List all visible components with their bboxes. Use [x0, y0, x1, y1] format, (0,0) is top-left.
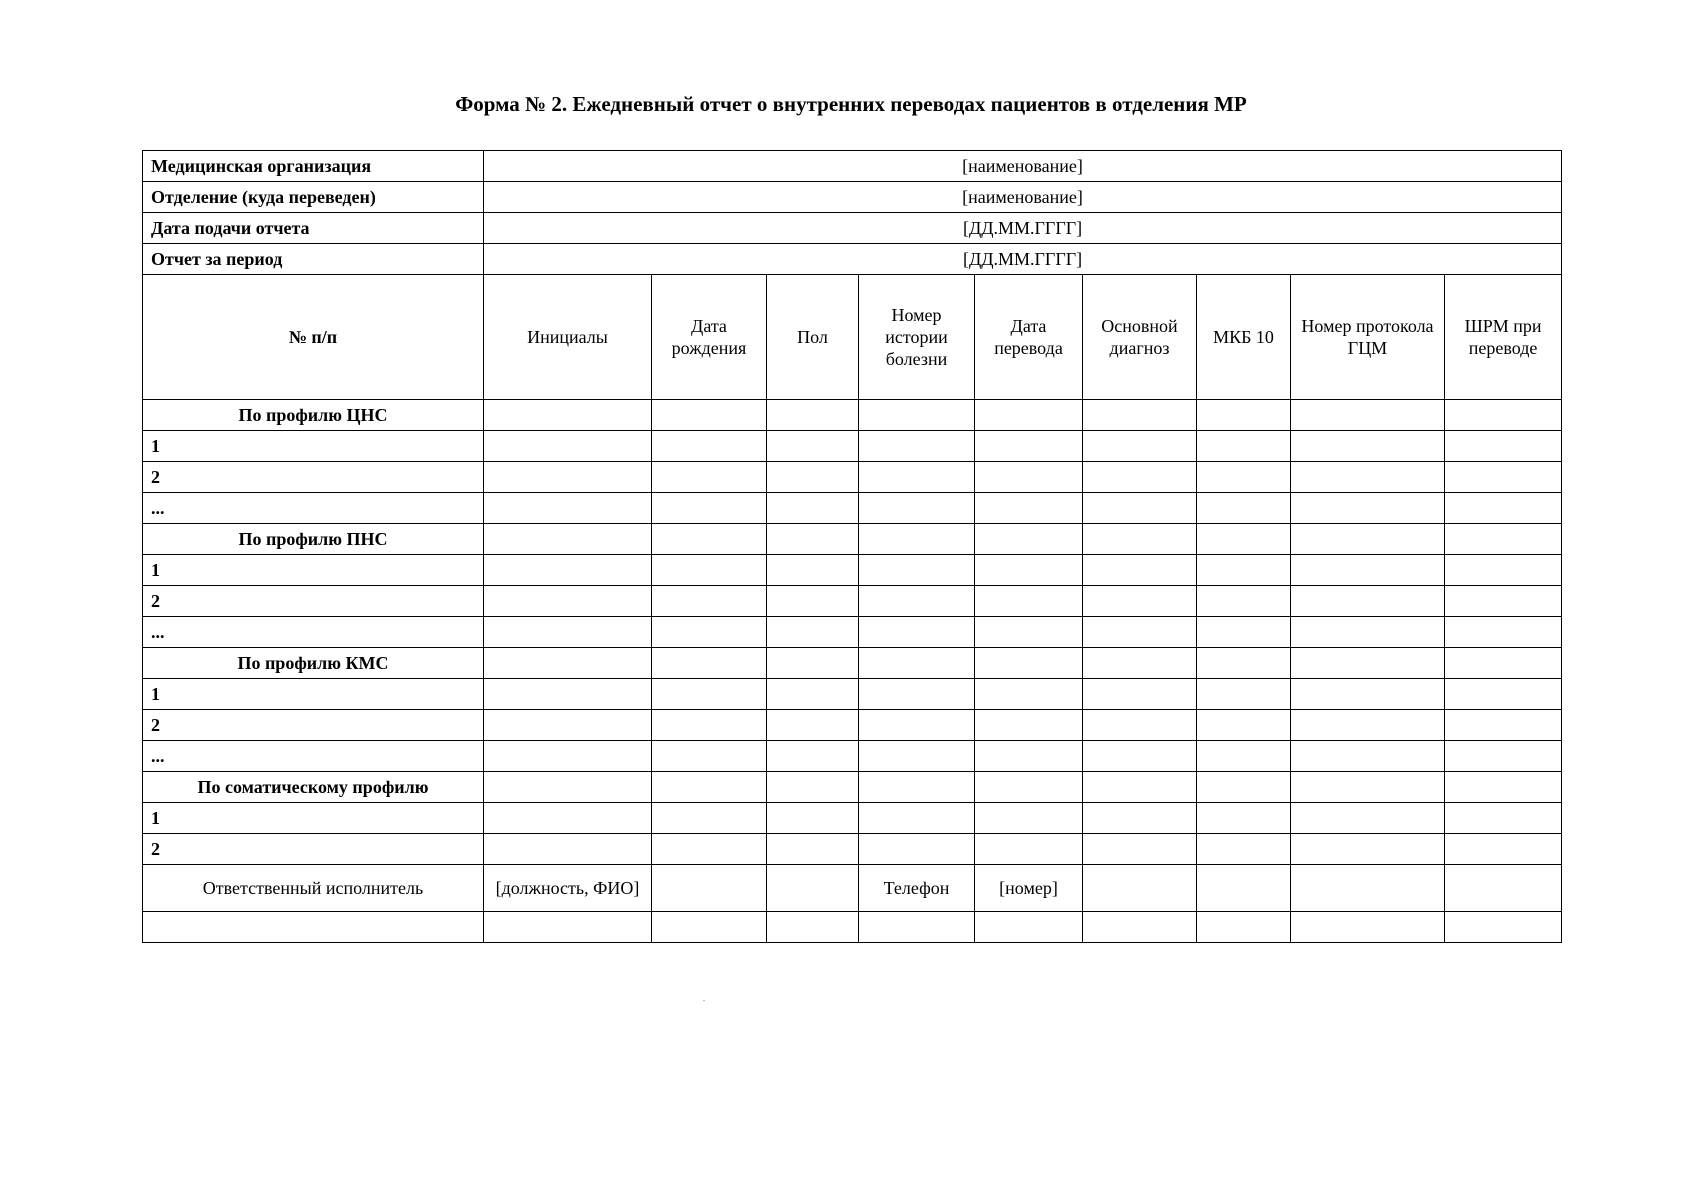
- data-cell: [652, 555, 767, 586]
- column-header: Номер протокола ГЦМ: [1291, 275, 1445, 400]
- data-cell: [1197, 462, 1291, 493]
- data-cell: [484, 493, 652, 524]
- column-header: Пол: [767, 275, 859, 400]
- data-cell: [1445, 834, 1562, 865]
- data-cell: [1445, 586, 1562, 617]
- column-header: Дата рождения: [652, 275, 767, 400]
- data-cell: [1197, 772, 1291, 803]
- column-header: № п/п: [143, 275, 484, 400]
- data-cell: [767, 834, 859, 865]
- meta-label: Медицинская организация: [143, 151, 484, 182]
- table-row: [143, 617, 1562, 648]
- data-cell: [975, 772, 1083, 803]
- data-cell: [1083, 555, 1197, 586]
- data-cell: [859, 834, 975, 865]
- meta-label: Дата подачи отчета: [143, 213, 484, 244]
- row-number: 2: [143, 834, 484, 865]
- data-cell: [975, 524, 1083, 555]
- data-cell: [859, 679, 975, 710]
- table-row: [143, 462, 1562, 493]
- data-cell: [1197, 710, 1291, 741]
- data-cell: [859, 772, 975, 803]
- table-row: [143, 679, 1562, 710]
- data-cell: [652, 648, 767, 679]
- data-cell: [652, 803, 767, 834]
- data-cell: [1291, 524, 1445, 555]
- row-number: 1: [143, 679, 484, 710]
- data-cell: [1445, 912, 1562, 943]
- row-number: ...: [143, 741, 484, 772]
- data-cell: [1083, 912, 1197, 943]
- data-cell: [1445, 710, 1562, 741]
- data-cell: [484, 710, 652, 741]
- data-cell: [975, 555, 1083, 586]
- row-number: ...: [143, 493, 484, 524]
- data-cell: [1445, 803, 1562, 834]
- data-cell: [1291, 617, 1445, 648]
- data-cell: [1291, 710, 1445, 741]
- data-cell: [652, 493, 767, 524]
- data-cell: [975, 741, 1083, 772]
- section-title: По профилю ПНС: [143, 524, 484, 555]
- form-title: Форма № 2. Ежедневный отчет о внутренних переводах пациентов в отделения МР: [455, 92, 1247, 116]
- data-cell: [652, 400, 767, 431]
- data-cell: [767, 462, 859, 493]
- data-cell: [859, 912, 975, 943]
- data-cell: [1291, 679, 1445, 710]
- meta-row: [143, 151, 1562, 182]
- data-cell: [1197, 431, 1291, 462]
- data-cell: [1445, 462, 1562, 493]
- phone-label: Телефон: [859, 865, 975, 912]
- data-cell: [859, 462, 975, 493]
- data-cell: [652, 834, 767, 865]
- data-cell: [1445, 648, 1562, 679]
- data-cell: [484, 912, 652, 943]
- data-cell: [484, 462, 652, 493]
- data-cell: [975, 710, 1083, 741]
- data-cell: [859, 648, 975, 679]
- data-cell: [1445, 772, 1562, 803]
- data-cell: [975, 679, 1083, 710]
- data-cell: [767, 710, 859, 741]
- data-cell: [975, 400, 1083, 431]
- data-cell: [484, 772, 652, 803]
- data-cell: [652, 431, 767, 462]
- data-cell: [975, 803, 1083, 834]
- data-cell: [1291, 834, 1445, 865]
- data-cell: [975, 462, 1083, 493]
- meta-row: [143, 244, 1562, 275]
- data-cell: [1083, 648, 1197, 679]
- data-cell: [484, 679, 652, 710]
- column-header: Дата перевода: [975, 275, 1083, 400]
- data-cell: [1291, 462, 1445, 493]
- data-cell: [859, 431, 975, 462]
- data-cell: [859, 524, 975, 555]
- data-cell: [1291, 586, 1445, 617]
- data-cell: [975, 834, 1083, 865]
- data-cell: [1197, 555, 1291, 586]
- data-cell: [1445, 617, 1562, 648]
- row-number: 2: [143, 586, 484, 617]
- scan-speck: [703, 1000, 705, 1001]
- data-cell: [975, 586, 1083, 617]
- data-cell: [1291, 555, 1445, 586]
- data-cell: [767, 912, 859, 943]
- data-cell: [1083, 803, 1197, 834]
- data-cell: [1445, 400, 1562, 431]
- data-cell: [652, 912, 767, 943]
- data-cell: [1083, 462, 1197, 493]
- section-title: По профилю ЦНС: [143, 400, 484, 431]
- data-cell: [1197, 834, 1291, 865]
- data-cell: [1197, 617, 1291, 648]
- data-cell: [767, 586, 859, 617]
- meta-label: Отчет за период: [143, 244, 484, 275]
- data-cell: [143, 912, 484, 943]
- column-header-row: [143, 275, 1562, 400]
- data-cell: [1445, 741, 1562, 772]
- data-cell: [1445, 865, 1562, 912]
- row-number: 1: [143, 555, 484, 586]
- data-cell: [1197, 741, 1291, 772]
- data-cell: [1083, 865, 1197, 912]
- section-row: [143, 648, 1562, 679]
- data-cell: [652, 741, 767, 772]
- table-row: [143, 555, 1562, 586]
- data-cell: [652, 710, 767, 741]
- data-cell: [484, 431, 652, 462]
- data-cell: [1291, 803, 1445, 834]
- data-cell: [1291, 772, 1445, 803]
- data-cell: [1197, 679, 1291, 710]
- data-cell: [767, 524, 859, 555]
- responsible-label: Ответственный исполнитель: [143, 865, 484, 912]
- data-cell: [1083, 772, 1197, 803]
- data-cell: [767, 772, 859, 803]
- row-number: 1: [143, 431, 484, 462]
- data-cell: [1083, 617, 1197, 648]
- column-header: Инициалы: [484, 275, 652, 400]
- data-cell: [484, 555, 652, 586]
- data-cell: [484, 741, 652, 772]
- data-cell: [1197, 803, 1291, 834]
- section-title: По соматическому профилю: [143, 772, 484, 803]
- data-cell: [652, 462, 767, 493]
- data-cell: [1197, 865, 1291, 912]
- data-cell: [859, 617, 975, 648]
- data-cell: [767, 648, 859, 679]
- column-header: Номер истории болезни: [859, 275, 975, 400]
- data-cell: [1083, 524, 1197, 555]
- data-cell: [1291, 431, 1445, 462]
- data-cell: [1197, 524, 1291, 555]
- data-cell: [1197, 912, 1291, 943]
- row-number: 1: [143, 803, 484, 834]
- data-cell: [859, 710, 975, 741]
- row-number: ...: [143, 617, 484, 648]
- data-cell: [1291, 648, 1445, 679]
- data-cell: [767, 803, 859, 834]
- data-cell: [1291, 865, 1445, 912]
- data-cell: [652, 772, 767, 803]
- data-cell: [1083, 493, 1197, 524]
- data-cell: [1445, 493, 1562, 524]
- section-title: По профилю КМС: [143, 648, 484, 679]
- table-row: [143, 803, 1562, 834]
- data-cell: [975, 912, 1083, 943]
- table-row: [143, 431, 1562, 462]
- phone-placeholder: [номер]: [975, 865, 1083, 912]
- data-cell: [484, 834, 652, 865]
- data-cell: [1083, 400, 1197, 431]
- data-cell: [1197, 493, 1291, 524]
- data-cell: [1445, 431, 1562, 462]
- meta-row: [143, 213, 1562, 244]
- data-cell: [1291, 741, 1445, 772]
- responsible-row: [143, 865, 1562, 912]
- meta-value: [наименование]: [484, 182, 1562, 213]
- meta-row: [143, 182, 1562, 213]
- meta-value: [наименование]: [484, 151, 1562, 182]
- data-cell: [767, 431, 859, 462]
- data-cell: [484, 803, 652, 834]
- data-cell: [1083, 586, 1197, 617]
- data-cell: [1083, 834, 1197, 865]
- data-cell: [767, 741, 859, 772]
- data-cell: [767, 493, 859, 524]
- data-cell: [1083, 710, 1197, 741]
- table-row: [143, 493, 1562, 524]
- data-cell: [652, 617, 767, 648]
- data-cell: [859, 803, 975, 834]
- data-cell: [484, 400, 652, 431]
- column-header: МКБ 10: [1197, 275, 1291, 400]
- section-row: [143, 400, 1562, 431]
- data-cell: [1197, 400, 1291, 431]
- data-cell: [1445, 524, 1562, 555]
- table-row: [143, 741, 1562, 772]
- row-number: 2: [143, 710, 484, 741]
- data-cell: [1291, 912, 1445, 943]
- report-table: [142, 150, 1562, 943]
- data-cell: [859, 493, 975, 524]
- data-cell: [975, 648, 1083, 679]
- section-row: [143, 772, 1562, 803]
- meta-label: Отделение (куда переведен): [143, 182, 484, 213]
- table-row: [143, 710, 1562, 741]
- position-placeholder: [должность, ФИО]: [484, 865, 652, 912]
- data-cell: [767, 555, 859, 586]
- data-cell: [767, 679, 859, 710]
- table-row: [143, 586, 1562, 617]
- data-cell: [484, 524, 652, 555]
- data-cell: [484, 617, 652, 648]
- data-cell: [975, 617, 1083, 648]
- data-cell: [1291, 493, 1445, 524]
- data-cell: [652, 679, 767, 710]
- data-cell: [1083, 679, 1197, 710]
- data-cell: [652, 586, 767, 617]
- data-cell: [1445, 679, 1562, 710]
- table-row: [143, 834, 1562, 865]
- data-cell: [859, 586, 975, 617]
- data-cell: [652, 865, 767, 912]
- data-cell: [1445, 555, 1562, 586]
- data-cell: [1083, 431, 1197, 462]
- data-cell: [652, 524, 767, 555]
- data-cell: [975, 493, 1083, 524]
- meta-value: [ДД.ММ.ГГГГ]: [484, 213, 1562, 244]
- data-cell: [859, 400, 975, 431]
- column-header: Основной диагноз: [1083, 275, 1197, 400]
- data-cell: [1291, 400, 1445, 431]
- column-header: ШРМ при переводе: [1445, 275, 1562, 400]
- row-number: 2: [143, 462, 484, 493]
- meta-value: [ДД.ММ.ГГГГ]: [484, 244, 1562, 275]
- data-cell: [767, 865, 859, 912]
- section-row: [143, 524, 1562, 555]
- data-cell: [859, 555, 975, 586]
- data-cell: [859, 741, 975, 772]
- data-cell: [975, 431, 1083, 462]
- data-cell: [767, 400, 859, 431]
- data-cell: [484, 586, 652, 617]
- empty-row: [143, 912, 1562, 943]
- data-cell: [484, 648, 652, 679]
- data-cell: [1197, 586, 1291, 617]
- data-cell: [767, 617, 859, 648]
- data-cell: [1197, 648, 1291, 679]
- data-cell: [1083, 741, 1197, 772]
